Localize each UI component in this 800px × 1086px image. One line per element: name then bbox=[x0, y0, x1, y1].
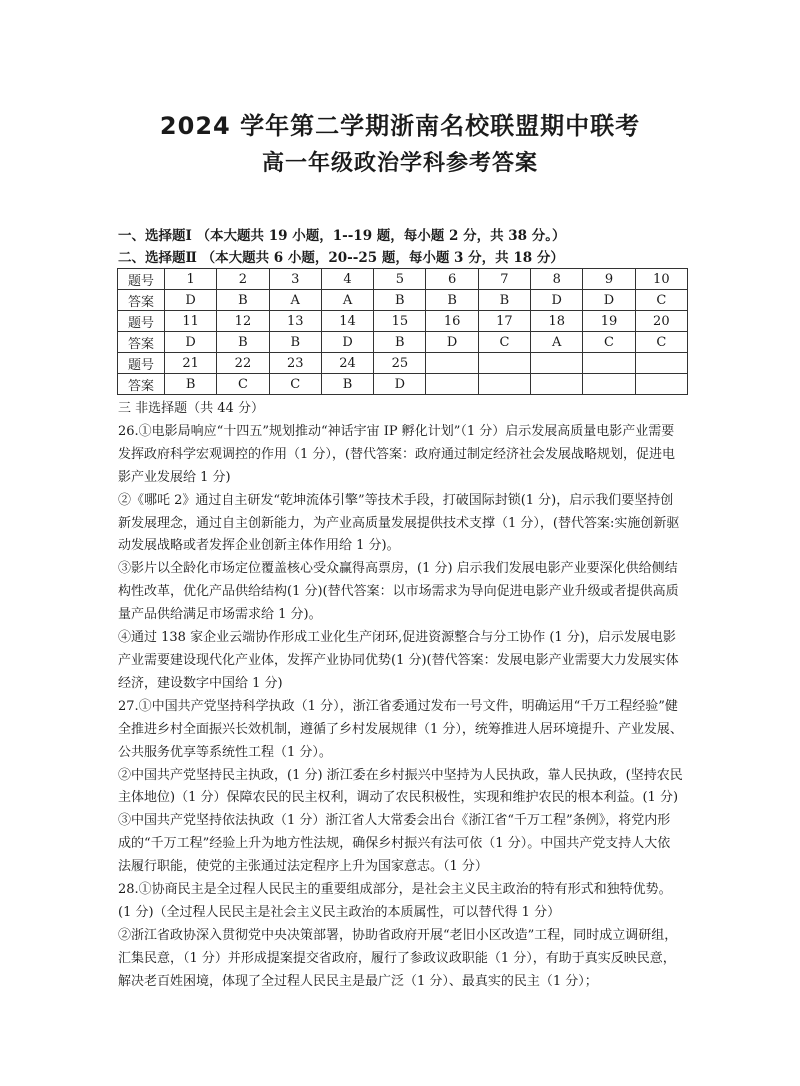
table-cell bbox=[531, 374, 583, 395]
answer-table bbox=[117, 268, 688, 395]
table-cell bbox=[583, 374, 635, 395]
answer-paragraph: ③影片以全龄化市场定位覆盖核心受众赢得高票房，(1 分) 启示我们发展电影产业要深化供给侧结构性改革，优化产品供给结构(1 分)(替代答案：以市场需求为导向促进电影产业升级或者提供高质量产品供给满足市场需求给 1 分)。 bbox=[118, 561, 679, 623]
answer-paragraph: 26.①电影局响应“十四五”规划推动“神话宇宙 IP 孵化计划”（1 分）启示发展高质量电影产业需要发挥政府科学宏观调控的作用（1 分），(替代答案：政府通过制定经济社会发展战略规划，促进电影产业发展给 1 分) bbox=[118, 423, 675, 485]
table-cell: 10 bbox=[635, 269, 687, 290]
answer-paragraph: ②《哪吒 2》通过自主研发“乾坤流体引擎”等技术手段，打破国际封锁(1 分)，启示我们要坚持创新发展理念，通过自主创新能力，为产业高质量发展提供技术支撑（1 分），(替代答案:实施创新驱动发展战略或者发挥企业创新主体作用给 1 分)。 bbox=[118, 492, 680, 554]
table-cell: 2 bbox=[217, 269, 269, 290]
table-cell: A bbox=[531, 332, 583, 353]
table-cell: D bbox=[165, 290, 217, 311]
table-row-header: 题号 bbox=[118, 311, 165, 332]
table-cell: 21 bbox=[165, 353, 217, 374]
table-row bbox=[118, 311, 688, 332]
answer-paragraph: ②中国共产党坚持民主执政，(1 分) 浙江委在乡村振兴中坚持为人民执政，靠人民执政，(坚持农民主体地位)（1 分）保障农民的民主权利，调动了农民积极性，实现和维护农民的根本利益。(1 分) bbox=[118, 767, 683, 806]
table-row bbox=[118, 353, 688, 374]
table-row-header: 答案 bbox=[118, 290, 165, 311]
table-cell: 13 bbox=[269, 311, 321, 332]
answer-paragraph: 27.①中国共产党坚持科学执政（1 分），浙江省委通过发布一号文件，明确运用“千万工程经验”健全推进乡村全面振兴长效机制，遵循了乡村发展规律（1 分），统筹推进人居环境提升、产业发展、公共服务优享等系统性工程（1 分）。 bbox=[118, 698, 683, 760]
table-cell: 16 bbox=[426, 311, 478, 332]
table-cell: 17 bbox=[478, 311, 530, 332]
table-cell bbox=[478, 374, 530, 395]
section-heading-3: 三 非选择题（共 44 分） bbox=[118, 401, 264, 416]
table-cell: B bbox=[217, 332, 269, 353]
table-cell: C bbox=[269, 374, 321, 395]
section-heading-2: 二、选择题Ⅱ （本大题共 6 小题，20--25 题，每小题 3 分，共 18 分） bbox=[118, 250, 564, 266]
page-subtitle: 高一年级政治学科参考答案 bbox=[261, 151, 538, 176]
table-cell: 1 bbox=[165, 269, 217, 290]
table-cell: 7 bbox=[478, 269, 530, 290]
table-cell: B bbox=[374, 332, 426, 353]
table-cell: 6 bbox=[426, 269, 478, 290]
table-cell: 25 bbox=[374, 353, 426, 374]
table-cell: 15 bbox=[374, 311, 426, 332]
table-cell: C bbox=[635, 332, 687, 353]
table-cell: D bbox=[165, 332, 217, 353]
table-cell: 23 bbox=[269, 353, 321, 374]
table-cell: 4 bbox=[321, 269, 373, 290]
table-cell: D bbox=[321, 332, 373, 353]
table-row-header: 题号 bbox=[118, 353, 165, 374]
table-cell bbox=[426, 374, 478, 395]
answer-paragraph: ②浙江省政协深入贯彻党中央决策部署，协助省政府开展“老旧小区改造”工程，同时成立调研组，汇集民意，（1 分）并形成提案提交省政府，履行了参政议政职能（1 分），有助于真实反映民意，解决老百姓困境，体现了全过程人民民主是最广泛（1 分）、最真实的民主（1 分）； bbox=[118, 927, 678, 989]
table-cell: D bbox=[374, 374, 426, 395]
table-cell bbox=[531, 353, 583, 374]
table-cell: A bbox=[321, 290, 373, 311]
table-cell: B bbox=[269, 332, 321, 353]
table-row bbox=[118, 290, 688, 311]
table-row bbox=[118, 269, 688, 290]
section-heading-1: 一、选择题Ⅰ （本大题共 19 小题，1--19 题，每小题 2 分，共 38 分。） bbox=[118, 228, 566, 244]
answer-paragraph: ③中国共产党坚持依法执政（1 分）浙江省人大常委会出台《浙江省“千万工程”条例》，将党内形成的“千万工程”经验上升为地方性法规，确保乡村振兴有法可依（1 分）。中国共产党支持人大依法履行职能，使党的主张通过法定程序上升为国家意志。（1 分） bbox=[118, 813, 671, 875]
table-cell bbox=[478, 353, 530, 374]
table-cell: C bbox=[478, 332, 530, 353]
table-cell: C bbox=[635, 290, 687, 311]
table-row-header: 题号 bbox=[118, 269, 165, 290]
table-cell bbox=[583, 353, 635, 374]
table-cell: C bbox=[217, 374, 269, 395]
table-row-header: 答案 bbox=[118, 374, 165, 395]
table-cell bbox=[635, 353, 687, 374]
table-cell: B bbox=[217, 290, 269, 311]
table-cell: 5 bbox=[374, 269, 426, 290]
table-cell: A bbox=[269, 290, 321, 311]
answer-paragraph: ④通过 138 家企业云端协作形成工业化生产闭环,促进资源整合与分工协作 (1 分)，启示发展电影产业需要建设现代化产业体，发挥产业协同优势(1 分)(替代答案：发展电影产业需要大力发展实体经济，建设数字中国给 1 分) bbox=[118, 630, 679, 691]
answer-paragraph: 28.①协商民主是全过程人民民主的重要组成部分，是社会主义民主政治的特有形式和独特优势。(1 分)（全过程人民民主是社会主义民主政治的本质属性，可以替代得 1 分） bbox=[118, 882, 672, 920]
table-cell: 20 bbox=[635, 311, 687, 332]
table-row bbox=[118, 374, 688, 395]
table-cell: D bbox=[583, 290, 635, 311]
table-cell: 19 bbox=[583, 311, 635, 332]
table-cell: 22 bbox=[217, 353, 269, 374]
table-row bbox=[118, 332, 688, 353]
table-cell: 3 bbox=[269, 269, 321, 290]
answer-body bbox=[118, 398, 683, 994]
page-title: 2024 学年第二学期浙南名校联盟期中联考 bbox=[159, 112, 641, 140]
table-cell: B bbox=[426, 290, 478, 311]
table-cell bbox=[635, 374, 687, 395]
table-cell: D bbox=[531, 290, 583, 311]
table-cell: 18 bbox=[531, 311, 583, 332]
table-cell: B bbox=[374, 290, 426, 311]
table-cell: D bbox=[426, 332, 478, 353]
table-cell: B bbox=[321, 374, 373, 395]
table-cell: 12 bbox=[217, 311, 269, 332]
table-cell: B bbox=[478, 290, 530, 311]
table-cell: C bbox=[583, 332, 635, 353]
table-cell bbox=[426, 353, 478, 374]
table-row-header: 答案 bbox=[118, 332, 165, 353]
table-cell: B bbox=[165, 374, 217, 395]
table-cell: 11 bbox=[165, 311, 217, 332]
table-cell: 9 bbox=[583, 269, 635, 290]
table-cell: 14 bbox=[321, 311, 373, 332]
table-cell: 8 bbox=[531, 269, 583, 290]
table-cell: 24 bbox=[321, 353, 373, 374]
